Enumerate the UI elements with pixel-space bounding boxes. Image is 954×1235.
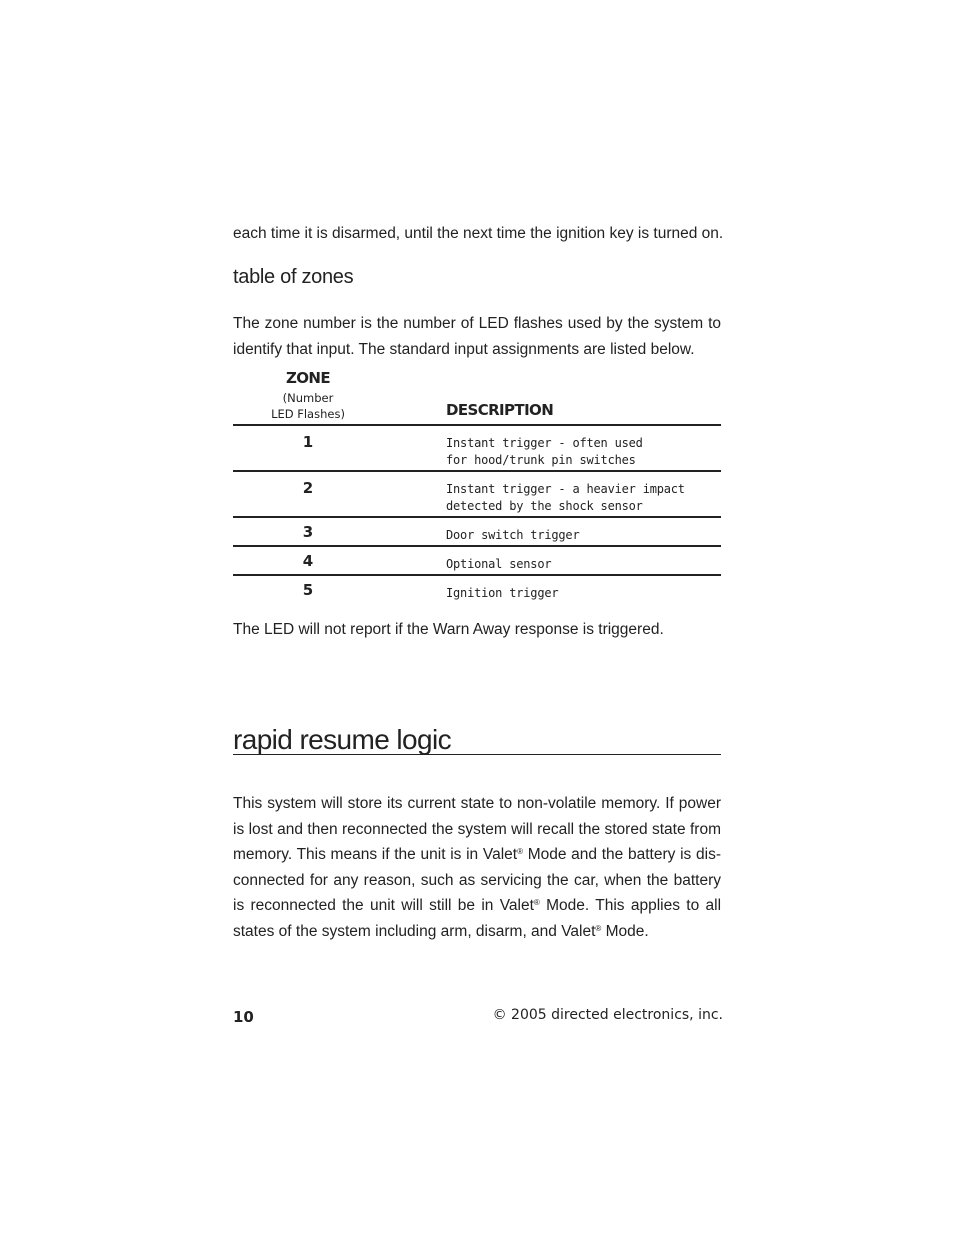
zone-number: 4 [302,552,314,570]
rapid-resume-paragraph [233,791,721,944]
zone-description: Instant trigger - a heavier impact detected by the shock sensor [446,482,685,513]
page-number: 10 [233,1008,254,1026]
description-column-header: DESCRIPTION [446,401,554,419]
rapid-resume-text-part: Mode. [601,922,649,940]
zone-description: Ignition trigger [446,586,559,600]
rapid-resume-heading-rule [233,724,721,755]
zone-number: 2 [302,479,314,497]
zone-description: Instant trigger - often used for hood/trunk pin switches [446,436,643,467]
zones-table-header [233,366,721,426]
zone-description: Optional sensor [446,557,552,571]
table-row [233,518,721,547]
led-note-paragraph: The LED will not report if the Warn Away response is triggered. [233,621,664,638]
registered-mark: ® [533,898,540,907]
zone-header-subtitle: (Number LED Flashes) [271,391,345,421]
zone-number: 5 [302,581,314,599]
zone-number: 3 [302,523,314,541]
zones-intro-paragraph: The zone number is the number of LED flashes used by the system to identify that input. The standard input assignments are listed below. [233,315,721,358]
zone-header-title: ZONE [285,369,331,387]
zone-number: 1 [302,433,314,451]
zone-description: Door switch trigger [446,528,580,542]
table-row [233,576,721,604]
registered-mark: ® [517,847,523,856]
copyright-notice: © 2005 directed electronics, inc. [492,1007,723,1023]
rapid-resume-text-part: Mode. This applies to all states of the system including arm, disarm, and Valet [233,897,722,940]
rapid-resume-text-part: This system will store its current state to non-volatile memory. If power is lost and then reconnected the system will recall the stored state from memory. This means if the unit is in Valet [233,795,721,863]
section-heading-rapid-resume-logic: rapid resume logic [233,724,451,755]
zones-table [233,366,721,604]
table-row [233,547,721,576]
rapid-resume-text-part: Mode and the battery is dis-connected for any reason, such as servicing the car, when the battery is reconnected the unit will still be in Valet [233,846,721,914]
section-heading-table-of-zones: table of zones [233,266,354,288]
table-row [233,426,721,472]
zone-column-header [233,366,383,422]
table-row [233,472,721,518]
registered-mark: ® [595,923,602,933]
intro-paragraph: each time it is disarmed, until the next time the ignition key is turned on. [233,225,724,242]
